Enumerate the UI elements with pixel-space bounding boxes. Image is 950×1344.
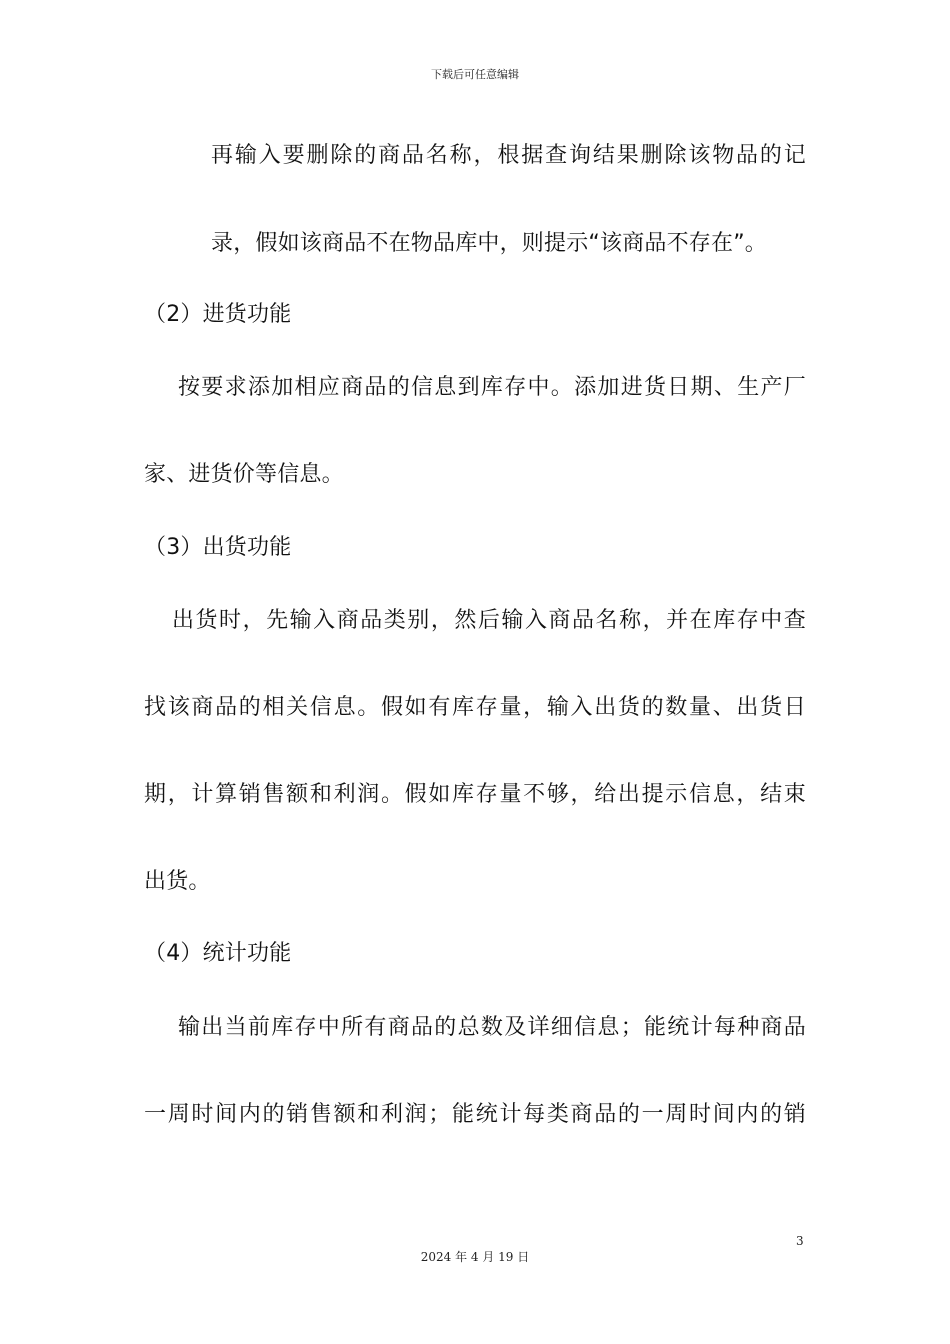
paragraph-line: 录，假如该商品不在物品库中，则提示“该商品不存在”。: [211, 231, 767, 256]
section-heading: （3）出货功能: [144, 535, 292, 560]
paragraph-line: 家、进货价等信息。: [144, 462, 344, 487]
paragraph-line: 输出当前库存中所有商品的总数及详细信息；能统计每种商品: [178, 1015, 806, 1040]
page-number: 3: [796, 1234, 804, 1248]
paragraph-line: 按要求添加相应商品的信息到库存中。添加进货日期、生产厂: [178, 375, 806, 400]
paragraph-line: 出货时，先输入商品类别，然后输入商品名称，并在库存中查: [172, 608, 806, 633]
paragraph-line: 期，计算销售额和利润。假如库存量不够，给出提示信息，结束: [144, 782, 806, 807]
page-header: 下载后可任意编辑: [431, 68, 519, 81]
paragraph-line: 一周时间内的销售额和利润；能统计每类商品的一周时间内的销: [144, 1102, 806, 1127]
section-heading: （4）统计功能: [144, 941, 292, 966]
paragraph-line: 找该商品的相关信息。假如有库存量，输入出货的数量、出货日: [144, 695, 806, 720]
footer-date: 2024 年 4 月 19 日: [420, 1250, 530, 1264]
paragraph-line: 出货。: [144, 869, 211, 894]
section-heading: （2）进货功能: [144, 302, 292, 327]
paragraph-line: 再输入要删除的商品名称，根据查询结果删除该物品的记: [211, 143, 806, 168]
